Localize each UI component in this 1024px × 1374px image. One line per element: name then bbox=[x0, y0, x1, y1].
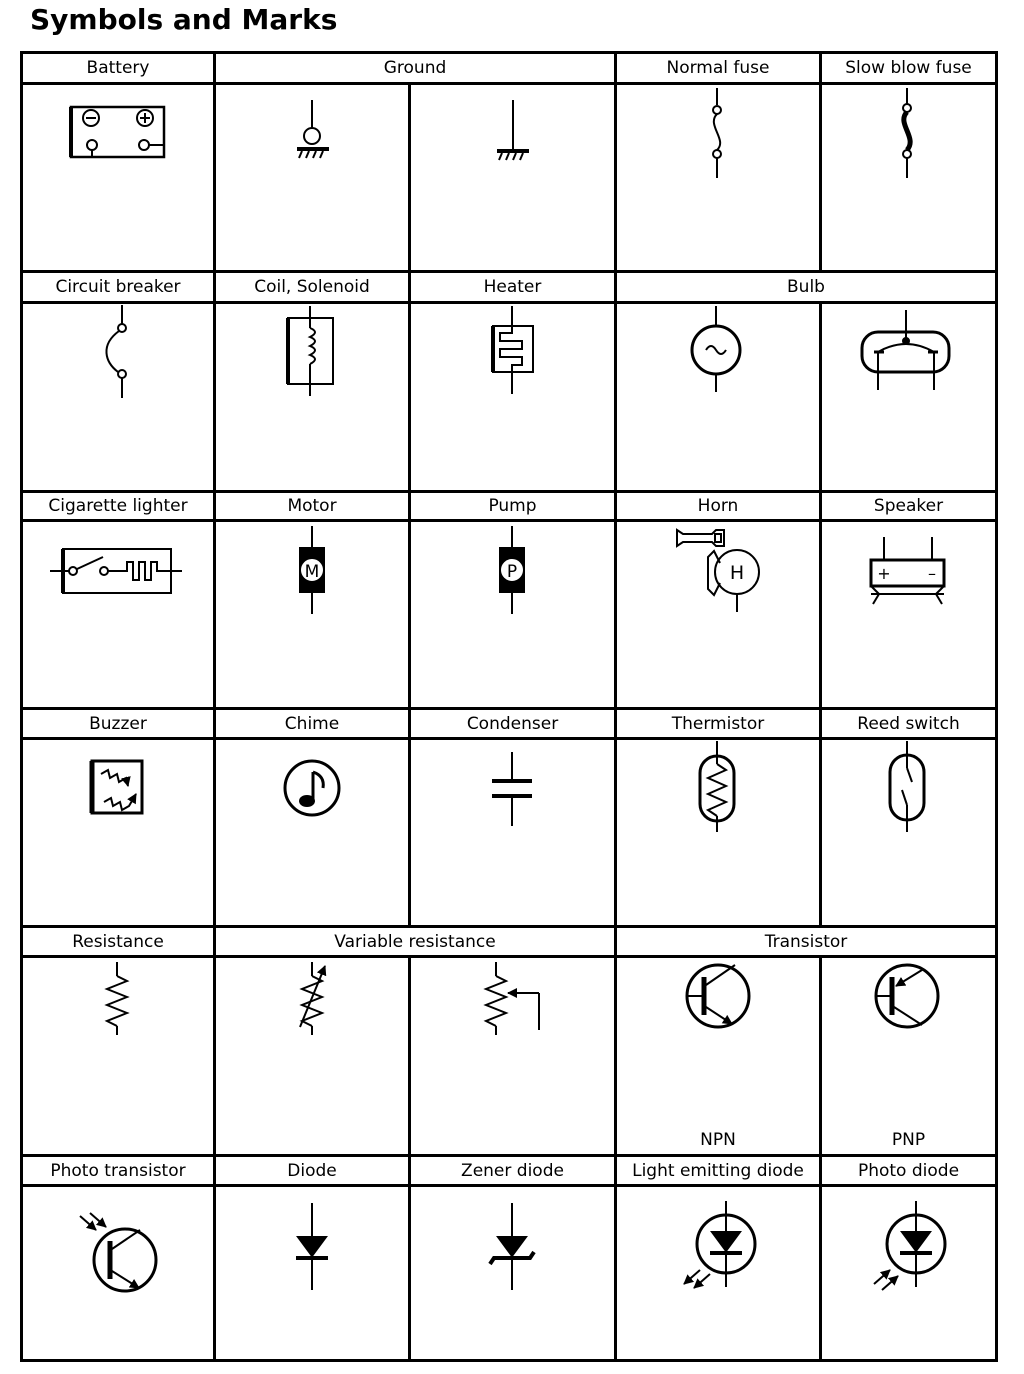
header-thermistor: Thermistor bbox=[671, 714, 765, 734]
label-pnp: PNP bbox=[891, 1130, 926, 1150]
circuit-breaker-symbol bbox=[106, 305, 126, 398]
slow-blow-fuse-symbol bbox=[903, 88, 911, 178]
header-variable-resistance: Variable resistance bbox=[334, 932, 496, 952]
battery-symbol bbox=[71, 107, 164, 157]
speaker-plus: + bbox=[877, 564, 891, 583]
page-title: Symbols and Marks bbox=[30, 3, 338, 36]
header-pump: Pump bbox=[488, 496, 537, 516]
header-circuit-breaker: Circuit breaker bbox=[55, 277, 181, 297]
horn-symbol bbox=[677, 530, 759, 612]
horn-letter: H bbox=[729, 562, 745, 584]
header-ground: Ground bbox=[383, 58, 447, 78]
bulb-symbol-2 bbox=[862, 310, 949, 390]
ground-symbol-2 bbox=[497, 100, 529, 160]
photo-diode-symbol bbox=[874, 1201, 945, 1290]
diode-symbol bbox=[296, 1203, 328, 1290]
thermistor-symbol bbox=[700, 741, 734, 832]
header-speaker: Speaker bbox=[873, 496, 944, 516]
header-transistor: Transistor bbox=[764, 932, 848, 952]
header-reed-switch: Reed switch bbox=[857, 714, 960, 734]
header-coil-solenoid: Coil, Solenoid bbox=[254, 277, 370, 297]
variable-resistance-symbol-2 bbox=[486, 962, 539, 1035]
header-light-emitting-diode: Light emitting diode bbox=[632, 1161, 804, 1181]
coil-solenoid-symbol bbox=[288, 306, 333, 396]
cigarette-lighter-symbol bbox=[50, 549, 182, 593]
condenser-symbol bbox=[492, 752, 532, 826]
header-resistance: Resistance bbox=[72, 932, 164, 952]
header-buzzer: Buzzer bbox=[89, 714, 147, 734]
header-chime: Chime bbox=[284, 714, 340, 734]
ground-symbol-1 bbox=[297, 100, 329, 158]
header-heater: Heater bbox=[483, 277, 542, 297]
normal-fuse-symbol bbox=[713, 88, 721, 178]
pnp-transistor-symbol bbox=[875, 965, 938, 1027]
photo-transistor-symbol bbox=[80, 1213, 156, 1291]
reed-switch-symbol bbox=[890, 741, 924, 832]
npn-transistor-symbol bbox=[686, 965, 749, 1027]
header-horn: Horn bbox=[697, 496, 739, 516]
header-cigarette-lighter: Cigarette lighter bbox=[48, 496, 188, 516]
header-motor: Motor bbox=[287, 496, 337, 516]
chime-symbol bbox=[285, 761, 339, 815]
motor-letter: M bbox=[304, 562, 320, 582]
pump-letter: P bbox=[506, 562, 518, 582]
header-zener-diode: Zener diode bbox=[461, 1161, 564, 1181]
header-battery: Battery bbox=[86, 58, 150, 78]
header-normal-fuse: Normal fuse bbox=[666, 58, 770, 78]
label-npn: NPN bbox=[700, 1130, 736, 1150]
zener-diode-symbol bbox=[490, 1203, 534, 1290]
resistance-symbol bbox=[107, 962, 127, 1035]
header-bulb: Bulb bbox=[787, 277, 825, 297]
header-photo-transistor: Photo transistor bbox=[50, 1161, 186, 1181]
buzzer-symbol bbox=[92, 761, 142, 813]
heater-symbol bbox=[493, 306, 533, 394]
led-symbol bbox=[684, 1201, 755, 1288]
header-slow-blow-fuse: Slow blow fuse bbox=[845, 58, 972, 78]
speaker-minus: – bbox=[928, 564, 936, 583]
header-photo-diode: Photo diode bbox=[857, 1161, 960, 1181]
header-condenser: Condenser bbox=[466, 714, 559, 734]
variable-resistance-symbol-1 bbox=[300, 962, 325, 1035]
header-diode: Diode bbox=[287, 1161, 337, 1181]
bulb-symbol-1 bbox=[692, 306, 740, 392]
